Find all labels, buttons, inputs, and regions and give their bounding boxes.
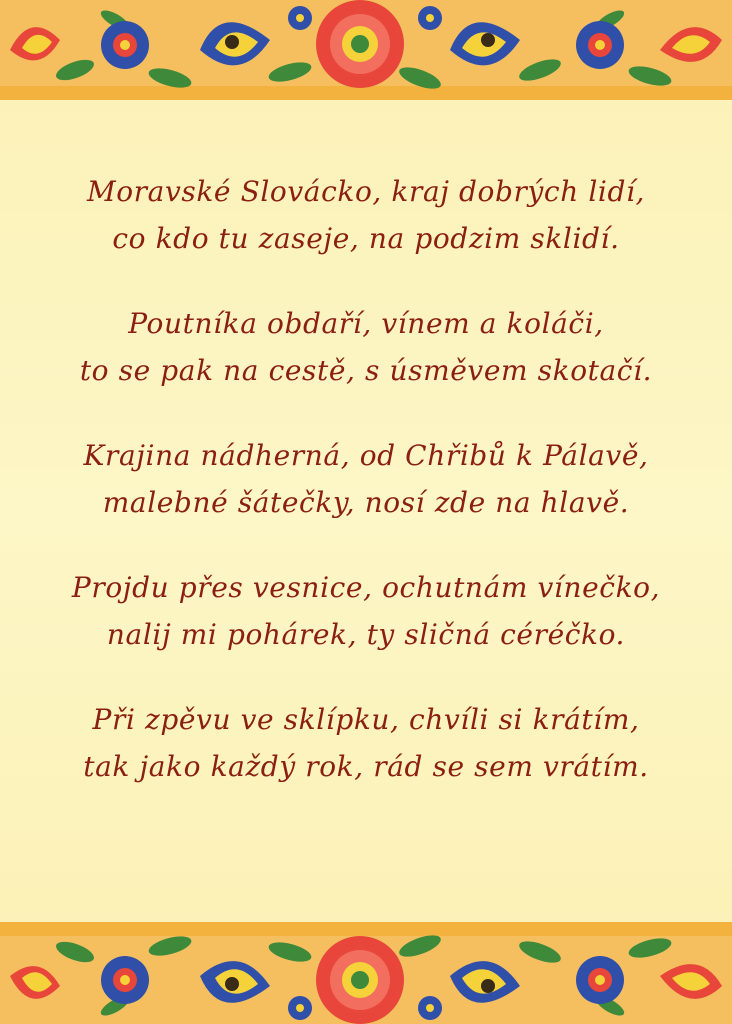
poem-line: Poutníka obdaří, vínem a koláči, [128, 307, 604, 340]
poem-line: nalij mi pohárek, ty sličná céréčko. [106, 618, 626, 651]
poem-line: Při zpěvu ve sklípku, chvíli si krátím, [92, 703, 640, 736]
stanza-3 [0, 432, 732, 526]
poem-line: to se pak na cestě, s úsměvem skotačí. [79, 354, 653, 387]
poem-line: Moravské Slovácko, kraj dobrých lidí, [86, 175, 646, 208]
poem-line: co kdo tu zaseje, na podzim sklidí. [112, 222, 620, 255]
stanza-5 [0, 696, 732, 790]
poem-line: Krajina nádherná, od Chřibů k Pálavě, [83, 439, 649, 472]
poem-text [0, 168, 732, 828]
folk-floral-ornament-icon [0, 0, 732, 100]
poem-line: malebné šátečky, nosí zde na hlavě. [102, 486, 630, 519]
bottom-floral-border [0, 922, 732, 1024]
poem-line: tak jako každý rok, rád se sem vrátím. [83, 750, 649, 783]
poem-line: Projdu přes vesnice, ochutnám vínečko, [71, 571, 661, 604]
stanza-1 [0, 168, 732, 262]
top-floral-border [0, 0, 732, 100]
folk-floral-ornament-icon [0, 922, 732, 1024]
stanza-4 [0, 564, 732, 658]
stanza-2 [0, 300, 732, 394]
